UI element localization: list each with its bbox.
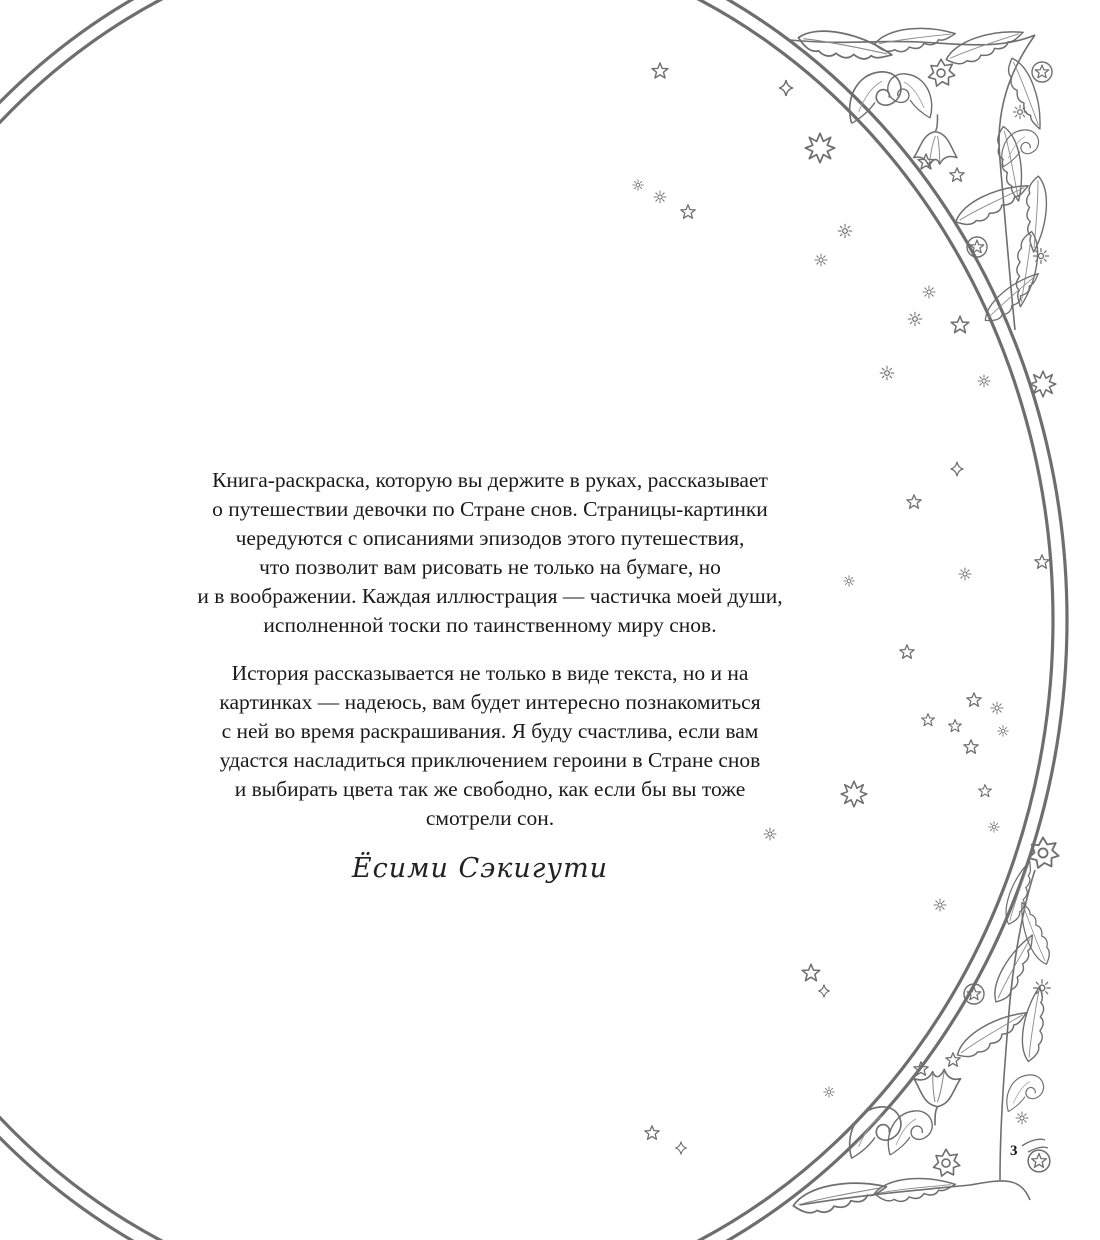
sparkle-icon	[654, 191, 667, 204]
sparkle-icon	[959, 568, 972, 581]
sparkle-icon	[923, 286, 936, 299]
star-icon	[979, 785, 992, 797]
text-line: смотрели сон.	[425, 806, 555, 830]
text-line: исполненной тоски по таинственному миру снов.	[263, 613, 717, 637]
star-icon	[900, 645, 914, 659]
diamond-icon	[779, 80, 793, 96]
text-line: История рассказывается не только в виде текста, но и на	[231, 661, 749, 685]
text-line: удастся насладиться приключением героини в Стране снов	[219, 748, 761, 772]
text-line: и в воображении. Каждая иллюстрация — частичка моей души,	[197, 584, 783, 608]
star-icon	[967, 693, 981, 707]
sparkle-icon	[823, 1086, 834, 1097]
star-icon	[949, 720, 962, 732]
sparkle-icon	[815, 254, 828, 267]
body-text	[130, 466, 850, 852]
bottom-right-floral-corner	[791, 837, 1059, 1217]
text-line: и выбирать цвета так же свободно, как если бы вы тоже	[234, 777, 746, 801]
diamond-icon	[675, 1142, 686, 1155]
sparkle-icon	[997, 725, 1008, 736]
text-line: с ней во время раскрашивания. Я буду счастлива, если вам	[221, 719, 759, 743]
star-icon	[907, 495, 921, 509]
text-line: что позволит вам рисовать не только на бумаге, но	[259, 555, 721, 579]
star-icon	[802, 964, 820, 981]
paragraph-2	[130, 659, 850, 833]
diamond-icon	[818, 985, 829, 998]
text-line: Книга-раскраска, которую вы держите в руках, рассказывает	[212, 468, 768, 492]
sparkle-icon	[934, 899, 947, 912]
sparkle-icon	[838, 224, 852, 238]
star-icon	[1035, 555, 1049, 569]
text-line: о путешествии девочки по Стране снов. Страницы-картинки	[212, 497, 768, 521]
text-line: картинках — надеюсь, вам будет интересно познакомиться	[219, 690, 761, 714]
sparkle-icon	[880, 366, 894, 380]
starburst-icon	[805, 133, 834, 162]
star-icon	[652, 63, 668, 78]
author-signature: Ёсими Сэкигути	[351, 853, 609, 884]
sparkle-icon	[908, 312, 922, 326]
star-icon	[922, 714, 935, 726]
text-line: чередуются с описаниями эпизодов этого путешествия,	[235, 526, 745, 550]
star-icon	[645, 1126, 659, 1140]
diamond-icon	[951, 462, 964, 476]
page-number: 3	[1010, 1143, 1018, 1159]
star-icon	[964, 740, 978, 754]
star-icon	[951, 316, 969, 333]
sparkle-icon	[991, 702, 1004, 715]
sparkle-icon	[632, 179, 643, 190]
paragraph-1	[130, 466, 850, 640]
sparkle-icon	[978, 375, 991, 388]
